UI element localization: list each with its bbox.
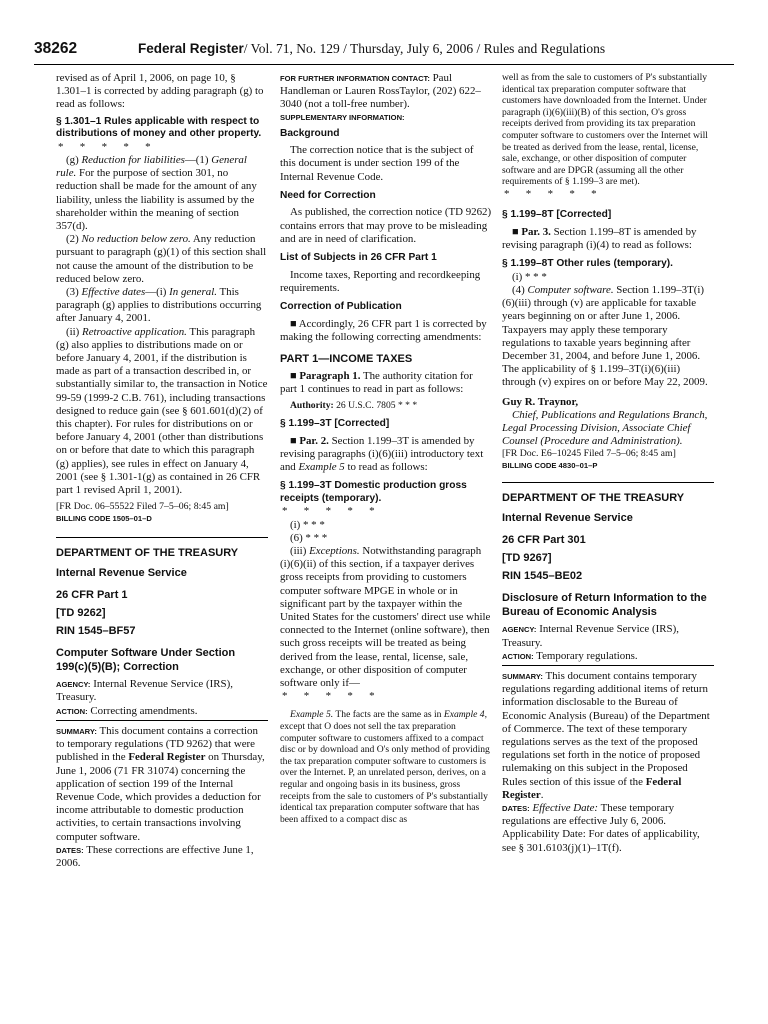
section-divider [56,537,268,538]
column-2 [280,72,492,825]
contact-paragraph: FOR FURTHER INFORMATION CONTACT: Paul Handleman or Lauren RossTaylor, (202) 622–3040 (not a toll-free number). [280,72,481,111]
background-text: The correction notice that is the subject of this document is under section 199 of the Internal Revenue Code. [280,144,474,183]
ellipsis-stars: * * * * * [282,690,375,703]
billing-code: BILLING CODE 1505–01–D [56,514,152,524]
action-line: ACTION: Correcting amendments. [56,704,198,717]
paragraph-i: (i) * * * [290,518,325,531]
rin-number: RIN 1545–BE02 [502,570,583,583]
column-1 [56,72,268,870]
paragraph-4: (4) Computer software. Section 1.199–3T(i)(6)(iii) through (v) are applicable for taxable years beginning on or after June 1, 2006. Taxpayers may apply these temporary regulations to taxable years beginning after December 31, 2004, and before June 1, 2006. The applicability of § 1.199–3T(i)(6)(iii) through (v) expires on or before May 22, 2009. [502,283,708,389]
publication-line [138,41,605,57]
dates-line: DATES: These corrections are effective June 1, 2006. [56,843,254,869]
example-5: Example 5. The facts are the same as in Example 4, except that O does not sell the tax preparation computer software to customers affixed to a compact disc or by download and O's only method of providing the tax preparation computer software to customers is over the Internet. P, an unrelated person, derives, on a regular and ongoing basis in its business, gross receipts from the sale to customers of P's substantially identical tax preparation computer software that has been affixed to a compact disc as [280,709,490,825]
td-number: [TD 9262] [56,607,106,620]
publication-name: Federal Register [138,41,244,56]
section-heading-199-3t: § 1.199–3T Domestic production gross receipts (temporary). [280,480,467,504]
department-heading: DEPARTMENT OF THE TREASURY [502,492,685,505]
ellipsis-stars: * * * * * [58,140,151,153]
page-number: 38262 [34,40,78,57]
paragraph-3: ■ Par. 3. Section 1.199–8T is amended by revising paragraph (i)(4) to read as follows: [502,225,697,251]
summary-paragraph: SUMMARY: This document contains temporary regulations regarding additional items of return information disclosable to the Bureau of Economic Analysis (Bureau) of the Department of Commerce. The text of these temporary regulations serves as the text of the proposed regulations set forth in the notice of proposed rulemaking on this subject in the Proposed Rules section of this issue of the Federal Register. [502,669,710,801]
rin-number: RIN 1545–BF57 [56,625,136,638]
dates-line: DATES: Effective Date: These temporary regulations are effective July 6, 2006. Applicability Date: For dates of applicability, see § 301.6103(j)(1)–1T(f). [502,802,700,854]
background-heading: Background [280,127,340,139]
cfr-part: 26 CFR Part 301 [502,534,586,547]
agency-line: AGENCY: Internal Revenue Service (IRS), Treasury. [56,678,233,704]
supplementary-label: SUPPLEMENTARY INFORMATION: [280,112,405,122]
intro-paragraph: revised as of April 1, 2006, on page 10, § 1.301–1 is corrected by adding paragraph (g) to read as follows: [56,72,264,111]
summary-divider [56,720,268,721]
paragraph-g2: (2) No reduction below zero. Any reduction pursuant to paragraph (g)(1) of this section shall not cause the amount of the distribution to be reduced below zero. [56,233,267,285]
part-heading: PART 1—INCOME TAXES [280,353,413,366]
column-3 [502,72,714,855]
section-divider [502,482,714,483]
td-number: [TD 9267] [502,552,552,565]
bullet-icon: ■ [290,370,297,383]
bullet-icon: ■ [290,317,297,330]
issue-info: / Vol. 71, No. 129 / Thursday, July 6, 2006 / Rules and Regulations [243,41,606,56]
paragraph-g3: (3) Effective dates—(i) In general. This paragraph (g) applies to distributions occurring after January 4, 2001. [56,286,262,325]
fr-doc-line: [FR Doc. 06–55522 Filed 7–5–06; 8:45 am] [56,501,229,513]
subjects-text: Income taxes, Reporting and recordkeeping requirements. [280,268,481,294]
correction-heading: Correction of Publication [280,301,402,313]
authority-line: Authority: 26 U.S.C. 7805 * * * [290,400,418,412]
paragraph-2: ■ Par. 2. Section 1.199–3T is amended by revising paragraphs (i)(6)(iii) introductory text and Example 5 to read as follows: [280,434,484,474]
paragraph-6: (6) * * * [290,531,328,544]
need-heading: Need for Correction [280,189,376,201]
paragraph-g3-ii: (ii) Retroactive application. This paragraph (g) also applies to distributions made on or before January 4, 2001, if the distribution is made as part of a transaction described in, or substantially similar to, the transaction in Notice 99-59 (1999-2 C.B. 761), including transactions designed to reduce gain (see § 601.601(d)(2) of this chapter). For rules for distributions on or before January 4, 2001 (other than distributions on or before that date to which this paragraph (g) applies), see rules in effect on January 4, 2001 (see § 1.301-1(g) as contained in 26 CFR part 1 revised April 1, 2001). [56,325,268,497]
action-line: ACTION: Temporary regulations. [502,649,638,662]
section-corrected: § 1.199–3T [Corrected] [280,418,390,430]
bullet-icon: ■ [512,225,519,238]
document-title: Computer Software Under Section 199(c)(5)(B); Correction [56,647,236,674]
section-corrected: § 1.199–8T [Corrected] [502,209,612,221]
summary-divider [502,665,714,666]
example-5-continued: well as from the sale to customers of P's substantially identical tax preparation computer software that customers have downloaded from the Internet. Under paragraph (i)(6)(iii)(B) of this section, O's gross receipts derived from providing its tax preparation computer software to customers over the Internet will be treated as derived from the lease, rental, license, sale, exchange, or other disposition of computer software and are DPGR (assuming all the other requirements of § 1.199–3 are met). [502,72,708,188]
paragraph-g: (g) Reduction for liabilities—(1) General rule. For the purpose of section 301, no reduction shall be made for the amount of any liability, unless the liability is assumed by the shareholder within the meaning of section 357(d). [56,154,257,233]
document-title: Disclosure of Return Information to the Bureau of Economic Analysis [502,592,707,619]
section-heading-199-8t: § 1.199–8T Other rules (temporary). [502,258,673,270]
paragraph-iii: (iii) Exceptions. Notwithstanding paragraph (i)(6)(ii) of this section, if a taxpayer derives gross receipts from providing to customers computer software MPGE in whole or in significant part by the taxpayer within the United States for the customers' direct use while connected to the Internet (online software), then such gross receipts will be treated as being derived from the lease, rental, license, sale, exchange, or other disposition of computer software only if— [280,545,491,690]
paragraph-1: ■ Paragraph 1. The authority citation for part 1 continues to read in part as follows: [280,370,473,396]
paragraph-i: (i) * * * [512,270,547,283]
correction-text: ■ Accordingly, 26 CFR part 1 is corrected by making the following correcting amendments: [280,317,487,343]
section-heading: § 1.301–1 Rules applicable with respect to distributions of money and other property. [56,115,262,140]
ellipsis-stars: * * * * * [504,187,597,200]
signer-title: Chief, Publications and Regulations Branch, Legal Processing Division, Associate Chief Counsel (Procedure and Administration). [502,408,708,448]
agency-line: AGENCY: Internal Revenue Service (IRS), Treasury. [502,623,679,649]
bullet-icon: ■ [290,434,297,447]
need-text: As published, the correction notice (TD 9262) contains errors that may prove to be misleading and are in need of clarification. [280,206,492,245]
subjects-heading: List of Subjects in 26 CFR Part 1 [280,252,437,264]
page-header [34,40,734,62]
header-rule [34,64,734,65]
billing-code: BILLING CODE 4830–01–P [502,461,598,471]
agency-heading: Internal Revenue Service [502,512,633,525]
agency-heading: Internal Revenue Service [56,567,187,580]
summary-paragraph: SUMMARY: This document contains a correction to temporary regulations (TD 9262) that were published in the Federal Register on Thursday, June 1, 2006 (71 FR 31074) concerning the application of section 199 of the Internal Revenue Code, which provides a deduction for income attributable to domestic production activities, to certain transactions involving computer software. [56,724,265,843]
cfr-part: 26 CFR Part 1 [56,589,128,602]
ellipsis-stars: * * * * * [282,505,375,518]
department-heading: DEPARTMENT OF THE TREASURY [56,547,239,560]
fr-doc-line: [FR Doc. E6–10245 Filed 7–5–06; 8:45 am] [502,448,676,460]
signer-name: Guy R. Traynor, [502,395,579,408]
